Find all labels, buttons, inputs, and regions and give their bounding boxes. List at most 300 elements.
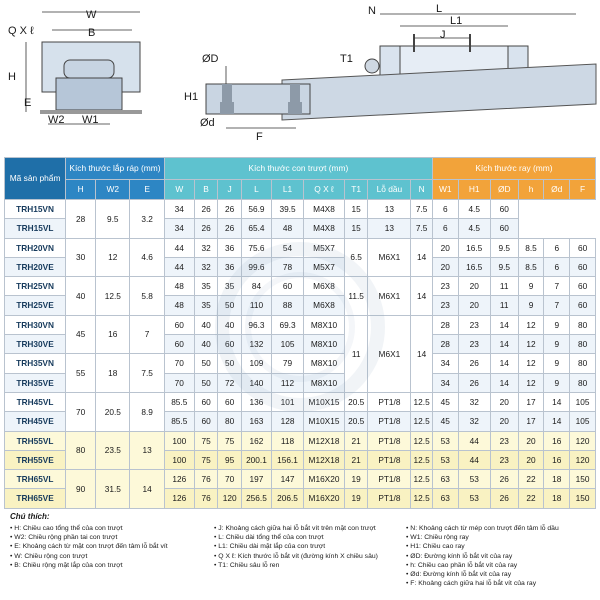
table-cell: 80 xyxy=(570,373,596,392)
table-cell: 7.5 xyxy=(130,354,164,393)
table-row xyxy=(5,200,596,219)
table-cell: 53 xyxy=(458,470,490,489)
dim-label-H: H xyxy=(8,71,16,83)
table-cell: 126 xyxy=(164,470,194,489)
table-cell: M8X10 xyxy=(304,315,345,334)
model-cell: TRH30VN xyxy=(5,315,66,334)
subheader-cell: Lỗ dầu xyxy=(368,180,411,200)
table-cell: 32 xyxy=(458,412,490,431)
subheader-cell: Q X ℓ xyxy=(304,180,345,200)
rail-section-drawing xyxy=(184,53,310,143)
dim-label-B: B xyxy=(88,27,96,39)
table-cell: 14 xyxy=(411,238,433,277)
table-cell: 9.5 xyxy=(490,257,518,276)
table-cell: 120 xyxy=(570,450,596,469)
table-cell: 34 xyxy=(164,200,194,219)
table-cell: PT1/8 xyxy=(368,392,411,411)
table-cell: 12 xyxy=(518,373,544,392)
table-cell: 80 xyxy=(570,354,596,373)
table-cell: 75 xyxy=(218,431,242,450)
table-cell: 23 xyxy=(432,277,458,296)
subheader-cell: J xyxy=(218,180,242,200)
table-cell: 28 xyxy=(66,200,96,239)
table-cell: M6X8 xyxy=(304,277,345,296)
table-cell: M6X1 xyxy=(368,315,411,392)
table-cell: 69.3 xyxy=(271,315,303,334)
table-cell: 7 xyxy=(544,277,570,296)
table-cell: 88 xyxy=(271,296,303,315)
table-cell: 112 xyxy=(271,373,303,392)
table-cell: 50 xyxy=(218,296,242,315)
table-cell: 23 xyxy=(458,315,490,334)
table-cell: M6X8 xyxy=(304,296,345,315)
legend-item: • L1: Chiều dài mặt lắp của con trượt xyxy=(214,542,378,551)
table-cell: 20 xyxy=(432,257,458,276)
table-cell: 65.4 xyxy=(241,219,271,238)
table-cell: 6.5 xyxy=(344,238,368,277)
table-cell: 32 xyxy=(458,392,490,411)
table-cell: 44 xyxy=(458,431,490,450)
table-cell: 120 xyxy=(570,431,596,450)
legend-item: • Ød: Đường kính lỗ bắt vít của ray xyxy=(406,570,559,579)
table-cell: 28 xyxy=(432,315,458,334)
table-cell: 32 xyxy=(194,257,218,276)
table-row xyxy=(5,470,596,489)
table-cell: M16X20 xyxy=(304,489,345,508)
table-cell: 35 xyxy=(194,296,218,315)
table-cell: 90 xyxy=(66,470,96,509)
table-cell: 34 xyxy=(164,219,194,238)
legend-item: • F: Khoảng cách giữa hai lỗ bắt vít của ray xyxy=(406,579,559,588)
table-cell: 53 xyxy=(432,431,458,450)
table-cell: 16.5 xyxy=(458,238,490,257)
table-cell: 75 xyxy=(194,431,218,450)
side-view-drawing xyxy=(282,3,596,120)
table-cell: 109 xyxy=(241,354,271,373)
table-cell: 32 xyxy=(194,238,218,257)
table-cell: 5.8 xyxy=(130,277,164,316)
technical-diagram xyxy=(0,0,600,150)
table-cell: 197 xyxy=(241,470,271,489)
table-cell: 35 xyxy=(194,277,218,296)
guide-drawings xyxy=(0,0,600,150)
table-cell: 60 xyxy=(490,219,518,238)
table-cell: 15 xyxy=(344,219,368,238)
model-cell: TRH45VL xyxy=(5,392,66,411)
table-cell: 9 xyxy=(518,277,544,296)
dim-label-H1: H1 xyxy=(184,91,199,103)
subheader-cell: N xyxy=(411,180,433,200)
table-cell: 12 xyxy=(518,354,544,373)
table-cell: M5X7 xyxy=(304,238,345,257)
table-cell: M12X18 xyxy=(304,450,345,469)
table-cell: 26 xyxy=(458,354,490,373)
table-cell: 34 xyxy=(432,354,458,373)
table-cell: 14 xyxy=(490,373,518,392)
table-cell: 60 xyxy=(570,296,596,315)
model-cell: TRH30VE xyxy=(5,335,66,354)
table-cell: 12 xyxy=(518,315,544,334)
subheader-cell: L xyxy=(241,180,271,200)
table-cell: 20 xyxy=(518,450,544,469)
table-cell: 44 xyxy=(164,257,194,276)
table-cell: 60 xyxy=(570,238,596,257)
subheader-cell: F xyxy=(570,180,596,200)
legend-title: Chú thích: xyxy=(10,512,50,521)
table-cell: 53 xyxy=(458,489,490,508)
table-cell: 26 xyxy=(218,219,242,238)
header-mount: Kích thước lắp ráp (mm) xyxy=(66,158,165,180)
table-cell: 60 xyxy=(164,315,194,334)
header-slide: Kích thước con trượt (mm) xyxy=(164,158,432,180)
dim-label-F: F xyxy=(256,131,263,143)
table-cell: 21 xyxy=(344,450,368,469)
table-cell: 7.5 xyxy=(411,219,433,238)
table-cell: 9 xyxy=(544,315,570,334)
table-cell: 12.5 xyxy=(411,412,433,431)
table-cell: 50 xyxy=(218,354,242,373)
table-cell: 70 xyxy=(164,373,194,392)
table-cell: 60 xyxy=(570,277,596,296)
table-cell: 12.5 xyxy=(411,392,433,411)
table-cell: 20 xyxy=(458,296,490,315)
table-cell: 9 xyxy=(544,335,570,354)
table-cell: 76 xyxy=(194,489,218,508)
table-cell: 30 xyxy=(66,238,96,277)
table-cell: 118 xyxy=(271,431,303,450)
table-cell: 9.5 xyxy=(490,238,518,257)
table-cell: 13 xyxy=(368,200,411,219)
table-cell: 6 xyxy=(432,219,458,238)
table-row xyxy=(5,315,596,334)
legend xyxy=(4,512,596,600)
table-cell: 72 xyxy=(218,373,242,392)
subheader-cell: Ød xyxy=(544,180,570,200)
table-cell: 36 xyxy=(218,238,242,257)
subheader-cell: W xyxy=(164,180,194,200)
table-cell: 16 xyxy=(96,315,130,354)
table-cell: 8.5 xyxy=(518,238,544,257)
legend-column-3 xyxy=(406,524,559,588)
table-cell: 31.5 xyxy=(96,470,130,509)
table-cell: PT1/8 xyxy=(368,470,411,489)
table-cell: 26 xyxy=(490,489,518,508)
table-cell: 150 xyxy=(570,470,596,489)
table-cell: 40 xyxy=(194,335,218,354)
table-cell: 13 xyxy=(368,219,411,238)
table-cell: 11 xyxy=(490,296,518,315)
legend-item: • Q X ℓ: Kích thước lỗ bắt vít (đường kính X chiều sâu) xyxy=(214,552,378,561)
table-cell: 60 xyxy=(194,392,218,411)
model-cell: TRH45VE xyxy=(5,412,66,431)
table-cell: 126 xyxy=(164,489,194,508)
table-cell: 26 xyxy=(458,373,490,392)
table-cell: 40 xyxy=(194,315,218,334)
table-cell: 163 xyxy=(241,412,271,431)
table-cell: 20 xyxy=(458,277,490,296)
table-cell: 95 xyxy=(218,450,242,469)
model-cell: TRH35VE xyxy=(5,373,66,392)
table-cell: 6 xyxy=(432,200,458,219)
table-cell: 110 xyxy=(241,296,271,315)
subheader-cell: E xyxy=(130,180,164,200)
dim-label-J: J xyxy=(440,29,446,41)
table-cell: 28 xyxy=(432,335,458,354)
table-cell: 14 xyxy=(544,412,570,431)
dim-label-L: L xyxy=(436,3,443,15)
table-cell: 45 xyxy=(432,412,458,431)
table-cell: 45 xyxy=(66,315,96,354)
legend-item: • N: Khoảng cách từ mép con trượt đến tâm lỗ dầu xyxy=(406,524,559,533)
table-cell: 48 xyxy=(164,296,194,315)
table-cell: 7 xyxy=(130,315,164,354)
model-cell: TRH65VL xyxy=(5,470,66,489)
table-cell: 35 xyxy=(218,277,242,296)
table-cell: 78 xyxy=(271,257,303,276)
table-cell: 13 xyxy=(130,431,164,470)
table-cell: PT1/8 xyxy=(368,450,411,469)
table-cell: 11 xyxy=(490,277,518,296)
table-cell: 11 xyxy=(344,315,368,392)
dim-label-L1: L1 xyxy=(450,15,463,27)
table-cell: 60 xyxy=(570,257,596,276)
table-cell: 256.5 xyxy=(241,489,271,508)
subheader-cell: ØD xyxy=(490,180,518,200)
table-cell: 79 xyxy=(271,354,303,373)
table-cell: 16 xyxy=(544,450,570,469)
legend-item: • W1: Chiều rộng ray xyxy=(406,533,559,542)
table-cell: 132 xyxy=(241,335,271,354)
subheader-cell: H xyxy=(66,180,96,200)
table-cell: 85.5 xyxy=(164,412,194,431)
table-cell: PT1/8 xyxy=(368,431,411,450)
table-cell: PT1/8 xyxy=(368,412,411,431)
table-cell: 7.5 xyxy=(411,200,433,219)
legend-item: • W: Chiều rộng con trượt xyxy=(10,552,168,561)
model-cell: TRH20VN xyxy=(5,238,66,257)
table-cell: 20.5 xyxy=(96,392,130,431)
header-rail: Kích thước ray (mm) xyxy=(432,158,595,180)
table-cell: 100 xyxy=(164,431,194,450)
table-cell: 70 xyxy=(66,392,96,431)
table-cell: 18 xyxy=(544,470,570,489)
table-row xyxy=(5,392,596,411)
table-cell: 14 xyxy=(130,470,164,509)
legend-item: • E: Khoảng cách từ mặt con trượt đến tâm lỗ bắt vít xyxy=(10,542,168,551)
table-cell: 105 xyxy=(271,335,303,354)
table-cell: 8.9 xyxy=(130,392,164,431)
table-cell: M16X20 xyxy=(304,470,345,489)
table-cell: PT1/8 xyxy=(368,489,411,508)
spec-table xyxy=(4,157,596,509)
table-cell: 36 xyxy=(218,257,242,276)
subheader-cell: T1 xyxy=(344,180,368,200)
table-cell: 156.1 xyxy=(271,450,303,469)
model-cell: TRH65VE xyxy=(5,489,66,508)
table-cell: 14 xyxy=(411,315,433,392)
table-cell: 206.5 xyxy=(271,489,303,508)
table-cell: M8X10 xyxy=(304,373,345,392)
table-cell: 80 xyxy=(66,431,96,470)
table-row xyxy=(5,277,596,296)
table-cell: 26 xyxy=(490,470,518,489)
table-cell: 200.1 xyxy=(241,450,271,469)
subheader-cell: h xyxy=(518,180,544,200)
subheader-cell: W2 xyxy=(96,180,130,200)
table-cell: 12 xyxy=(518,335,544,354)
table-cell: 60 xyxy=(490,200,518,219)
dim-label-W: W xyxy=(86,9,97,21)
table-cell: 26 xyxy=(194,219,218,238)
table-cell: 21 xyxy=(344,431,368,450)
table-cell: 48 xyxy=(271,219,303,238)
table-cell: 80 xyxy=(218,412,242,431)
table-cell: 4.5 xyxy=(458,200,490,219)
table-cell: 40 xyxy=(218,315,242,334)
table-cell: 50 xyxy=(194,373,218,392)
front-view-drawing xyxy=(8,9,142,126)
table-cell: 75 xyxy=(194,450,218,469)
legend-item: • T1: Chiều sâu lỗ ren xyxy=(214,561,378,570)
table-cell: 12.5 xyxy=(411,431,433,450)
table-cell: 105 xyxy=(570,412,596,431)
header-model: Mã sản phẩm xyxy=(5,158,66,200)
legend-item: • h: Chiều cao phần lỗ bắt vít của ray xyxy=(406,561,559,570)
table-cell: 85.5 xyxy=(164,392,194,411)
table-cell: 20.5 xyxy=(344,412,368,431)
table-cell: 14 xyxy=(411,277,433,316)
table-row xyxy=(5,431,596,450)
table-cell: 150 xyxy=(570,489,596,508)
model-cell: TRH15VL xyxy=(5,219,66,238)
table-cell: 20.5 xyxy=(344,392,368,411)
table-cell: M8X10 xyxy=(304,335,345,354)
table-cell: 60 xyxy=(218,392,242,411)
table-cell: 70 xyxy=(218,470,242,489)
table-cell: 96.3 xyxy=(241,315,271,334)
table-cell: 105 xyxy=(570,392,596,411)
subheader-cell: H1 xyxy=(458,180,490,200)
legend-item: • J: Khoảng cách giữa hai lỗ bắt vít trên mặt con trượt xyxy=(214,524,378,533)
table-cell: M4X8 xyxy=(304,200,345,219)
table-cell: 17 xyxy=(518,392,544,411)
table-cell: 56.9 xyxy=(241,200,271,219)
model-cell: TRH55VE xyxy=(5,450,66,469)
table-cell: 4.6 xyxy=(130,238,164,277)
subheader-cell: L1 xyxy=(271,180,303,200)
table-cell: 19 xyxy=(344,470,368,489)
table-cell: 20 xyxy=(432,238,458,257)
table-cell: 60 xyxy=(194,412,218,431)
table-cell: 20 xyxy=(490,412,518,431)
table-cell: 3.2 xyxy=(130,200,164,239)
table-cell: 70 xyxy=(164,354,194,373)
table-cell: 63 xyxy=(432,470,458,489)
table-cell: 23 xyxy=(458,335,490,354)
table-cell: 9 xyxy=(544,373,570,392)
table-cell: 18 xyxy=(96,354,130,393)
table-cell: 44 xyxy=(164,238,194,257)
table-cell: 40 xyxy=(66,277,96,316)
table-cell: 12 xyxy=(96,238,130,277)
table-cell: 44 xyxy=(458,450,490,469)
subheader-cell: W1 xyxy=(432,180,458,200)
table-cell: 100 xyxy=(164,450,194,469)
table-cell: 84 xyxy=(241,277,271,296)
table-cell: M4X8 xyxy=(304,219,345,238)
dim-label-W2: W2 xyxy=(48,114,65,126)
table-cell: 50 xyxy=(194,354,218,373)
table-cell: 9 xyxy=(544,354,570,373)
table-cell: 54 xyxy=(271,238,303,257)
table-cell: 12.5 xyxy=(411,489,433,508)
model-cell: TRH25VE xyxy=(5,296,66,315)
table-cell: 20 xyxy=(490,392,518,411)
table-cell: 140 xyxy=(241,373,271,392)
table-cell: 14 xyxy=(490,335,518,354)
table-cell: 20 xyxy=(518,431,544,450)
dim-label-T1: T1 xyxy=(340,53,353,65)
model-cell: TRH35VN xyxy=(5,354,66,373)
table-cell: 22 xyxy=(518,489,544,508)
table-cell: 60 xyxy=(218,335,242,354)
table-cell: 120 xyxy=(218,489,242,508)
table-cell: 136 xyxy=(241,392,271,411)
table-cell: 60 xyxy=(164,335,194,354)
model-cell: TRH25VN xyxy=(5,277,66,296)
dim-label-W1: W1 xyxy=(82,114,99,126)
table-cell: M10X15 xyxy=(304,392,345,411)
table-cell: 14 xyxy=(544,392,570,411)
table-cell: 16 xyxy=(544,431,570,450)
table-cell: 147 xyxy=(271,470,303,489)
table-cell: 45 xyxy=(432,392,458,411)
table-cell: 6 xyxy=(544,238,570,257)
table-cell: 17 xyxy=(518,412,544,431)
table-cell: 23 xyxy=(490,431,518,450)
table-cell: 7 xyxy=(544,296,570,315)
table-cell: 55 xyxy=(66,354,96,393)
table-cell: 34 xyxy=(432,373,458,392)
legend-column-2 xyxy=(214,524,378,570)
table-cell: 15 xyxy=(344,200,368,219)
table-cell: M6X1 xyxy=(368,277,411,316)
table-cell: 8.5 xyxy=(518,257,544,276)
table-cell: 6 xyxy=(544,257,570,276)
dim-label-Q: Q X ℓ xyxy=(8,25,34,37)
table-cell: 39.5 xyxy=(271,200,303,219)
table-cell: 9 xyxy=(518,296,544,315)
table-cell: 99.6 xyxy=(241,257,271,276)
dim-label-E: E xyxy=(24,97,32,109)
table-cell: 12.5 xyxy=(96,277,130,316)
table-cell: M12X18 xyxy=(304,431,345,450)
table-cell: 80 xyxy=(570,335,596,354)
table-cell: M8X10 xyxy=(304,354,345,373)
table-cell: 63 xyxy=(432,489,458,508)
table-cell: 11.5 xyxy=(344,277,368,316)
dim-label-OD: ØD xyxy=(202,53,219,65)
table-cell: 101 xyxy=(271,392,303,411)
table-cell: 18 xyxy=(544,489,570,508)
table-cell: 80 xyxy=(570,315,596,334)
table-row xyxy=(5,238,596,257)
table-cell: M10X15 xyxy=(304,412,345,431)
table-cell: 4.5 xyxy=(458,219,490,238)
table-cell: 26 xyxy=(194,200,218,219)
table-cell: 14 xyxy=(490,315,518,334)
table-cell: 22 xyxy=(518,470,544,489)
